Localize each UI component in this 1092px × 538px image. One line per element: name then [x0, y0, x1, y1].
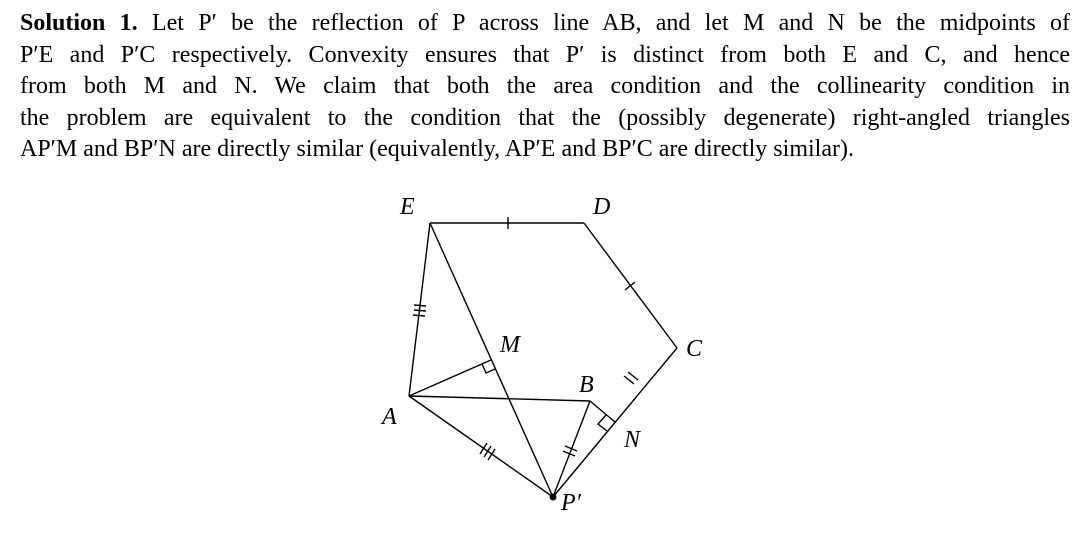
segment-CP — [553, 348, 677, 497]
label-M: M — [500, 332, 520, 358]
text-line-3: from both M and N. We claim that both the area condition and the collinearity condition in — [20, 73, 1070, 99]
right-angle-mark-M — [482, 364, 495, 373]
point-P-dot — [550, 494, 557, 501]
tick-AP-1 — [480, 443, 487, 454]
solution-heading: Solution 1. — [20, 10, 138, 36]
segment-AB — [409, 396, 590, 401]
segment-AP — [409, 396, 553, 497]
segment-EP — [430, 223, 553, 497]
text-line-1-body: Let P′ be the reflection of P across line AB, and let M and N be the midpoints of — [137, 10, 1071, 36]
segment-AM — [409, 360, 491, 396]
tick-AP-2 — [484, 446, 491, 457]
label-A: A — [382, 404, 397, 430]
label-D: D — [593, 194, 611, 220]
tick-CP-1 — [624, 376, 634, 384]
tick-CP-2 — [628, 372, 638, 380]
label-P-prime: P′ — [561, 490, 581, 516]
text-line-4: the problem are equivalent to the condition that the (possibly degenerate) right-angled triangles — [20, 104, 1070, 131]
tick-EA-1 — [414, 305, 426, 306]
segment-EA — [409, 223, 430, 396]
tick-EA-2 — [414, 310, 426, 311]
label-N: N — [624, 427, 641, 453]
text-line-5: AP′M and BP′N are directly similar (equivalently, AP′E and BP′C are directly similar). — [20, 136, 854, 162]
label-C: C — [686, 336, 703, 362]
tick-EA-3 — [413, 315, 425, 316]
right-angle-mark-N — [598, 415, 607, 431]
label-E: E — [400, 194, 415, 220]
label-B: B — [579, 372, 594, 398]
tick-AP-3 — [488, 449, 495, 460]
text-line-2: P′E and P′C respectively. Convexity ensures that P′ is distinct from both E and C, and hence — [20, 41, 1070, 68]
